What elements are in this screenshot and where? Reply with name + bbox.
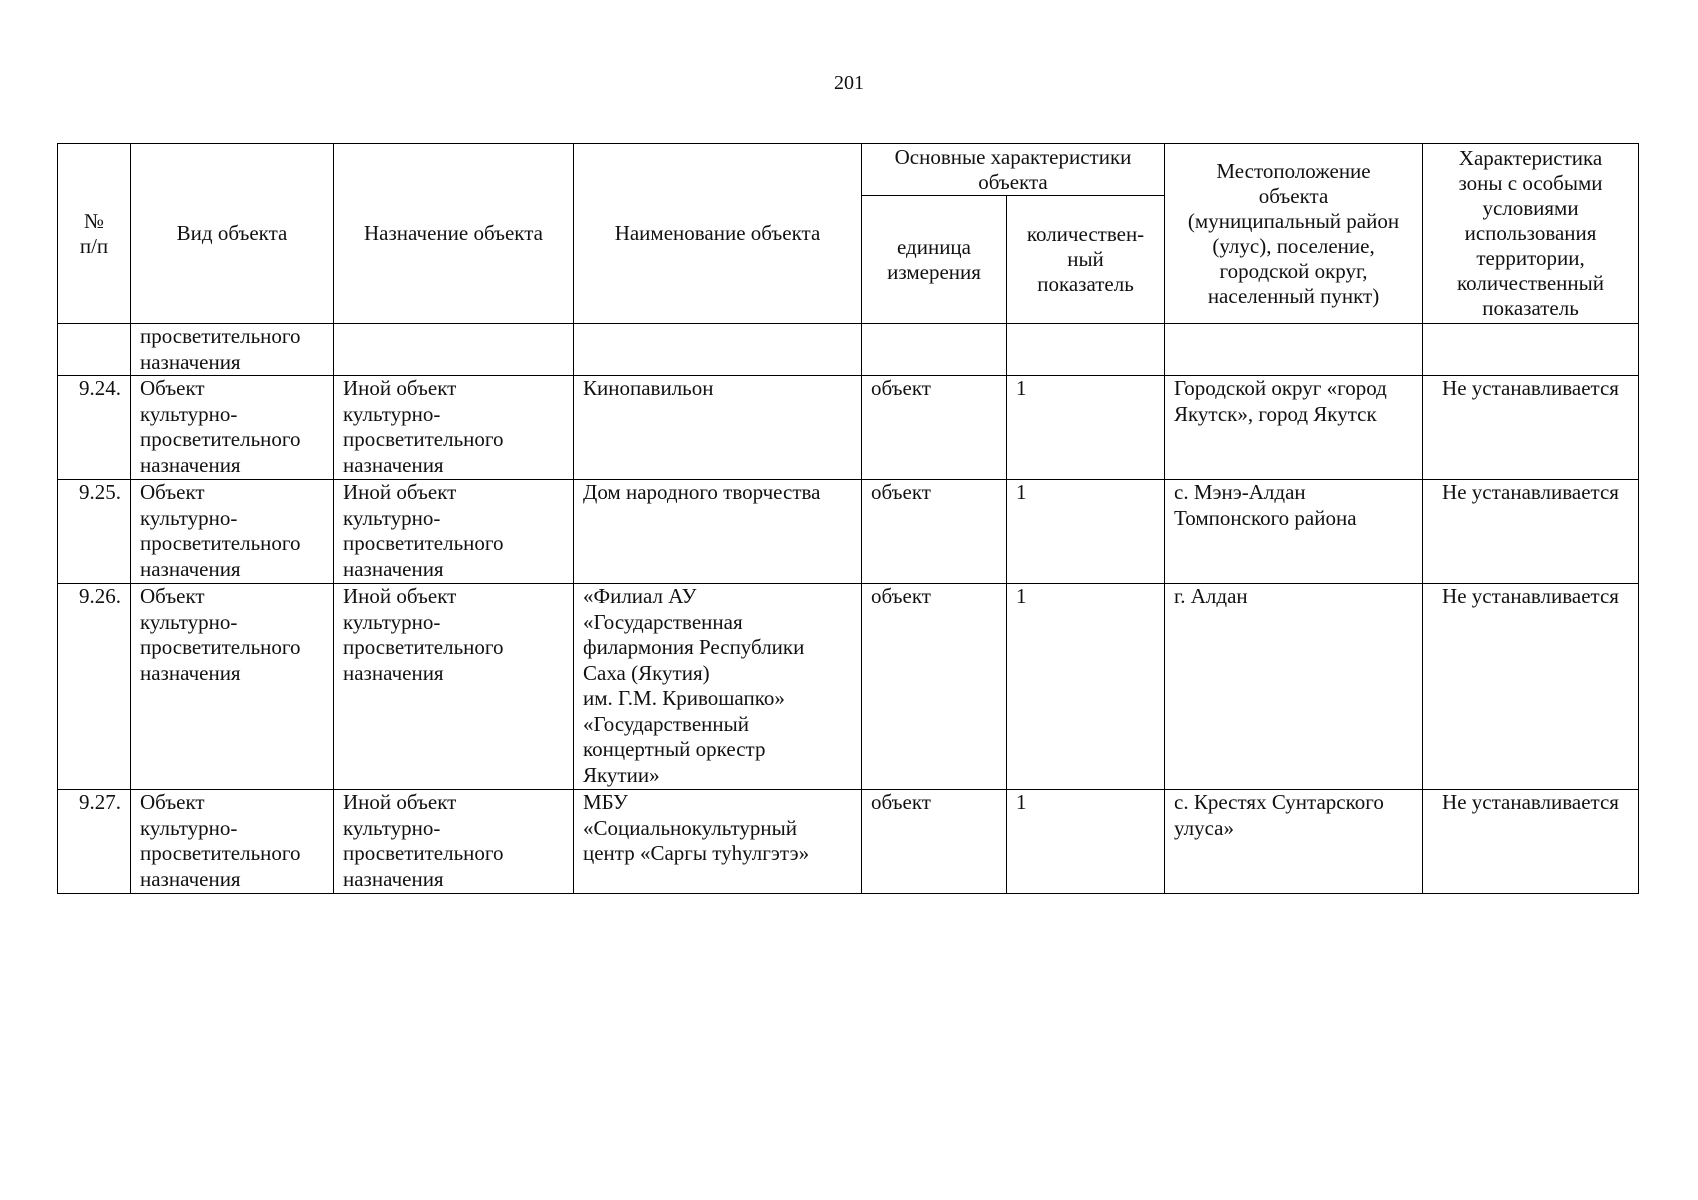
row-purpose: Иной объект культурно- просветительного назначения — [334, 376, 574, 480]
row-unit — [862, 324, 1007, 376]
row-location: г. Алдан — [1165, 584, 1423, 790]
header-unit: единица измерения — [862, 196, 1007, 324]
row-location: с. Крестях Сунтарского улуса» — [1165, 790, 1423, 894]
row-kind: Объект культурно- просветительного назначения — [131, 584, 334, 790]
row-kind: Объект культурно- просветительного назначения — [131, 376, 334, 480]
table-row — [58, 584, 1639, 790]
row-num: 9.24. — [58, 376, 131, 480]
row-num: 9.26. — [58, 584, 131, 790]
row-zone: Не устанавливается — [1423, 376, 1639, 480]
row-num — [58, 324, 131, 376]
row-quantity: 1 — [1007, 790, 1165, 894]
row-name: Дом народного творчества — [574, 480, 862, 584]
row-unit: объект — [862, 376, 1007, 480]
header-num: № п/п — [58, 144, 131, 324]
row-name: «Филиал АУ «Государственная филармония Республики Саха (Якутия) им. Г.М. Кривошапко» «Государственный концертный оркестр Якутии» — [574, 584, 862, 790]
row-kind: просветительного назначения — [131, 324, 334, 376]
objects-table — [57, 143, 1639, 894]
row-name: МБУ «Социальнокультурный центр «Саргы туһулгэтэ» — [574, 790, 862, 894]
row-zone: Не устанавливается — [1423, 790, 1639, 894]
row-purpose: Иной объект культурно- просветительного назначения — [334, 584, 574, 790]
row-kind: Объект культурно- просветительного назначения — [131, 480, 334, 584]
table-row — [58, 480, 1639, 584]
row-location: Городской округ «город Якутск», город Якутск — [1165, 376, 1423, 480]
row-zone: Не устанавливается — [1423, 480, 1639, 584]
row-quantity: 1 — [1007, 480, 1165, 584]
row-location — [1165, 324, 1423, 376]
table-row — [58, 376, 1639, 480]
page-number: 201 — [834, 72, 864, 94]
header-location: Местоположение объекта (муниципальный район (улус), поселение, городской округ, населенный пункт) — [1165, 144, 1423, 324]
header-name: Наименование объекта — [574, 144, 862, 324]
row-zone — [1423, 324, 1639, 376]
row-quantity — [1007, 324, 1165, 376]
table-header — [58, 144, 1639, 324]
row-purpose — [334, 324, 574, 376]
header-kind: Вид объекта — [131, 144, 334, 324]
header-purpose: Назначение объекта — [334, 144, 574, 324]
table-row — [58, 790, 1639, 894]
header-zone: Характеристика зоны с особыми условиями использования территории, количественный показатель — [1423, 144, 1639, 324]
row-location: с. Мэнэ-Алдан Томпонского района — [1165, 480, 1423, 584]
header-quantity: количествен- ный показатель — [1007, 196, 1165, 324]
row-purpose: Иной объект культурно- просветительного назначения — [334, 790, 574, 894]
row-num: 9.27. — [58, 790, 131, 894]
row-purpose: Иной объект культурно- просветительного назначения — [334, 480, 574, 584]
table-row-continuation — [58, 324, 1639, 376]
row-unit: объект — [862, 584, 1007, 790]
table-body — [58, 324, 1639, 894]
row-zone: Не устанавливается — [1423, 584, 1639, 790]
row-num: 9.25. — [58, 480, 131, 584]
row-name — [574, 324, 862, 376]
header-main-characteristics: Основные характеристики объекта — [862, 144, 1165, 196]
row-unit: объект — [862, 480, 1007, 584]
row-quantity: 1 — [1007, 376, 1165, 480]
row-name: Кинопавильон — [574, 376, 862, 480]
row-kind: Объект культурно- просветительного назначения — [131, 790, 334, 894]
row-quantity: 1 — [1007, 584, 1165, 790]
row-unit: объект — [862, 790, 1007, 894]
